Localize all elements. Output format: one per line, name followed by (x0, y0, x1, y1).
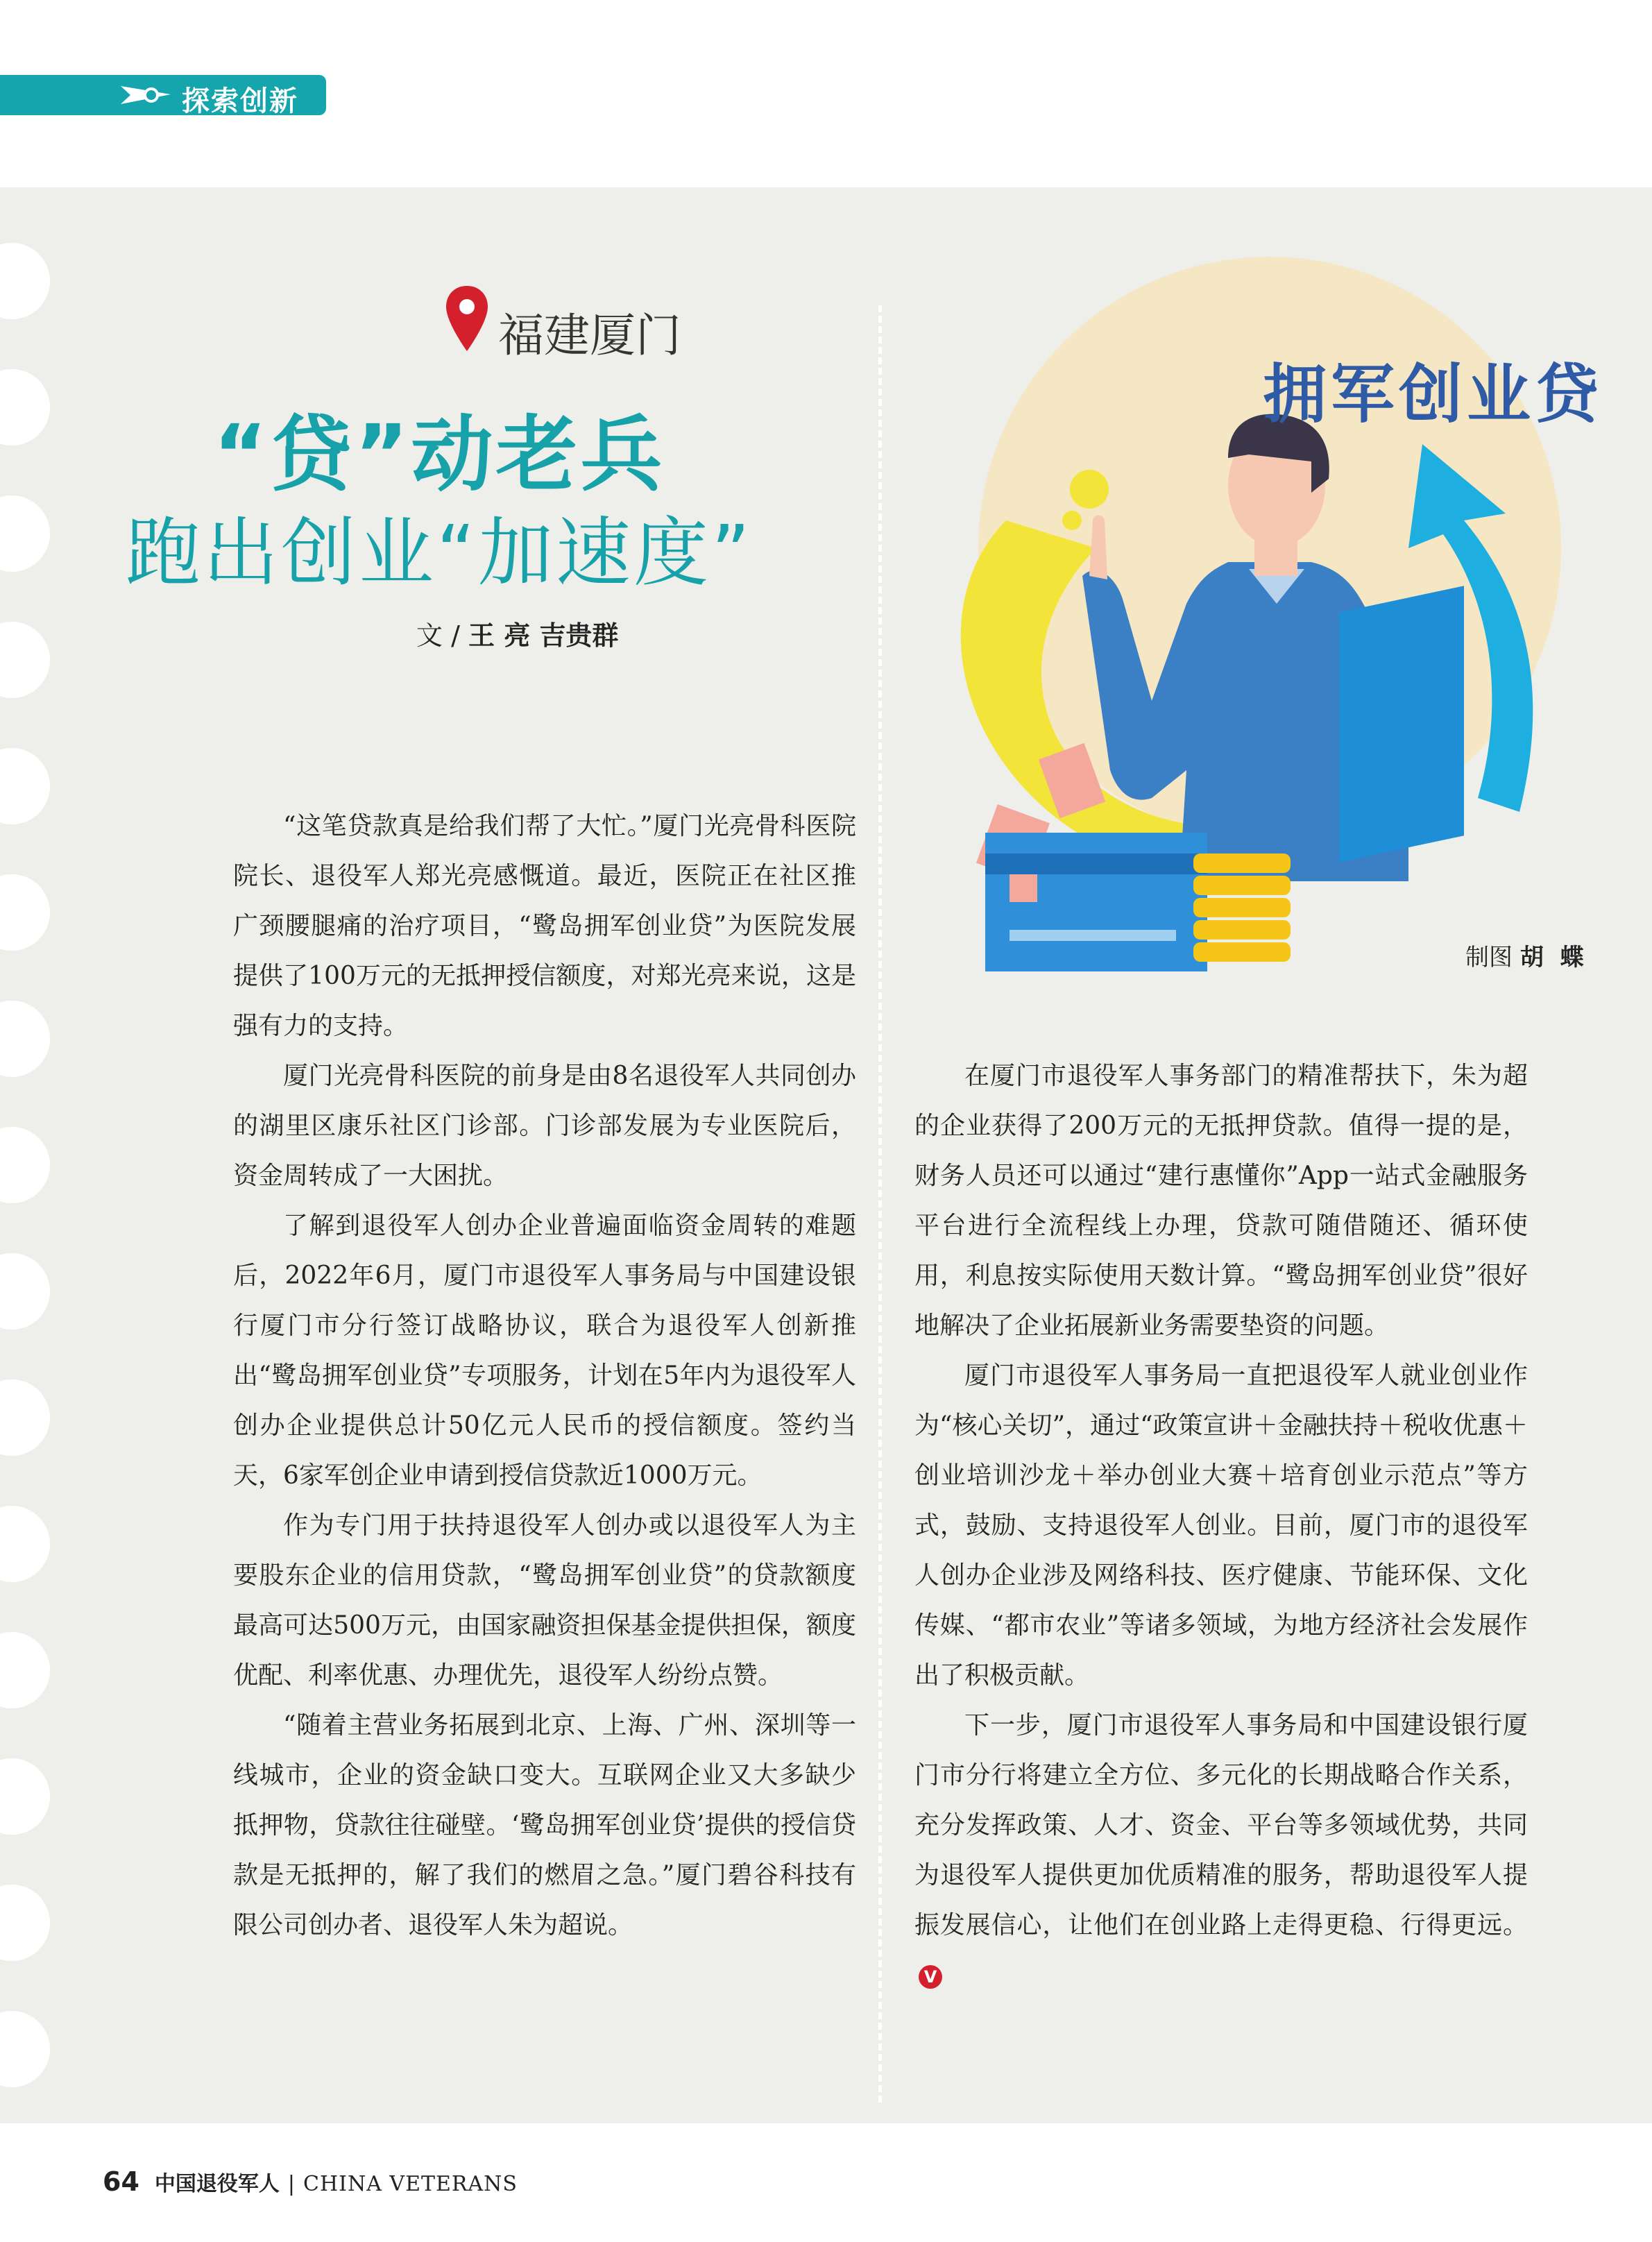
punch-hole (0, 748, 50, 824)
punch-hole (0, 1506, 50, 1582)
section-tag (0, 75, 326, 115)
paragraph: 厦门光亮骨科医院的前身是由8名退役军人共同创办的湖里区康乐社区门诊部。门诊部发展为专业医院后，资金周转成了一大困扰。 (233, 1062, 856, 1190)
punch-hole (0, 1001, 50, 1077)
punch-hole (0, 1632, 50, 1708)
yellow-dot-small (1062, 511, 1082, 530)
article-title-line1: “贷”动老兵 (213, 407, 665, 502)
punch-hole (0, 622, 50, 698)
article-illustration (923, 312, 1603, 981)
magazine-name-en: CHINA VETERANS (303, 2172, 518, 2196)
paragraph: 厦门市退役军人事务局一直把退役军人就业创业作为“核心关切”，通过“政策宣讲＋金融扶持＋税收优惠＋创业培训沙龙＋举办创业大赛＋培育创业示范点”等方式，鼓励、支持退役军人创业。目前，厦门市的退役军人创办企业涉及网络科技、医疗健康、节能环保、文化传媒、“都市农业”等诸多领域，为地方经济社会发展作出了积极贡献。 (914, 1361, 1528, 1690)
paragraph: 在厦门市退役军人事务部门的精准帮扶下，朱为超的企业获得了200万元的无抵押贷款。值得一提的是，财务人员还可以通过“建行惠懂你”App一站式金融服务平台进行全流程线上办理，贷款可随借随还、循环使用，利息按实际使用天数计算。“鹭岛拥军创业贷”很好地解决了企业拓展新业务需要垫资的问题。 (914, 1062, 1528, 1340)
location-text: 福建厦门 (498, 309, 681, 362)
section-label: 探索创新 (182, 85, 298, 117)
bank-card-chip (1010, 874, 1037, 902)
bank-card-number (1010, 930, 1176, 941)
illustration-credit (1465, 938, 1588, 972)
bank-card-stripe (985, 854, 1207, 874)
punch-hole (0, 1758, 50, 1835)
punch-hole (0, 2011, 50, 2087)
column-divider (878, 305, 882, 2103)
end-mark-icon: V (919, 1965, 942, 1989)
paper-plane-icon (119, 82, 173, 111)
byline-authors: 王 亮 吉贵群 (468, 620, 619, 651)
byline-prefix: 文 / (416, 620, 468, 651)
article-column-right (914, 1051, 1528, 2001)
credit-name: 胡 蝶 (1519, 944, 1588, 971)
paragraph-last (914, 1701, 1528, 2001)
page-number: 64 (103, 2166, 139, 2197)
punch-hole (0, 1127, 50, 1203)
glass-panel (1339, 586, 1464, 862)
article-title-line2: 跑出创业“加速度” (126, 510, 753, 597)
article-column-left (233, 801, 856, 1951)
paragraph: 了解到退役军人创办企业普遍面临资金周转的难题后，2022年6月，厦门市退役军人事务局与中国建设银行厦门市分行签订战略协议，联合为退役军人创新推出“鹭岛拥军创业贷”专项服务，计划在5年内为退役军人创办企业提供总计50亿元人民币的授信额度。签约当天，6家军创企业申请到授信贷款近1000万元。 (233, 1212, 856, 1490)
yellow-dot (1070, 470, 1109, 509)
coin-stack (1193, 854, 1291, 873)
footer-separator: | (287, 2172, 295, 2196)
paragraph-text: 下一步，厦门市退役军人事务局和中国建设银行厦门市分行将建立全方位、多元化的长期战略合作关系，充分发挥政策、人才、资金、平台等多领域优势，共同为退役军人提供更加优质精准的服务，帮助退役军人提振发展信心，让他们在创业路上走得更稳、行得更远。 (914, 1711, 1528, 1939)
page-footer (103, 2166, 518, 2197)
paragraph: “这笔贷款真是给我们帮了大忙。”厦门光亮骨科医院院长、退役军人郑光亮感慨道。最近，医院正在社区推广颈腰腿痛的治疗项目，“鹭岛拥军创业贷”为医院发展提供了100万元的无抵押授信额度，对郑光亮来说，这是强有力的支持。 (233, 812, 856, 1040)
paragraph: 作为专门用于扶持退役军人创办或以退役军人为主要股东企业的信用贷款，“鹭岛拥军创业贷”的贷款额度最高可达500万元，由国家融资担保基金提供担保，额度优配、利率优惠、办理优先，退役军人纷纷点赞。 (233, 1511, 856, 1690)
punch-hole (0, 243, 50, 319)
punch-hole (0, 1253, 50, 1330)
illustration-title: 拥军创业贷 (1263, 357, 1603, 432)
magazine-name-cn: 中国退役军人 (154, 2172, 280, 2196)
punch-hole (0, 1379, 50, 1456)
map-pin-icon (444, 285, 490, 357)
paragraph: “随着主营业务拓展到北京、上海、广州、深圳等一线城市，企业的资金缺口变大。互联网企业又大多缺少抵押物，贷款往往碰壁。‘鹭岛拥军创业贷’提供的授信贷款是无抵押的，解了我们的燃眉之急。”厦门碧谷科技有限公司创办者、退役军人朱为超说。 (233, 1711, 856, 1939)
punch-hole (0, 874, 50, 951)
byline (416, 614, 618, 652)
credit-prefix: 制图 (1465, 944, 1520, 971)
punch-hole (0, 1885, 50, 1961)
